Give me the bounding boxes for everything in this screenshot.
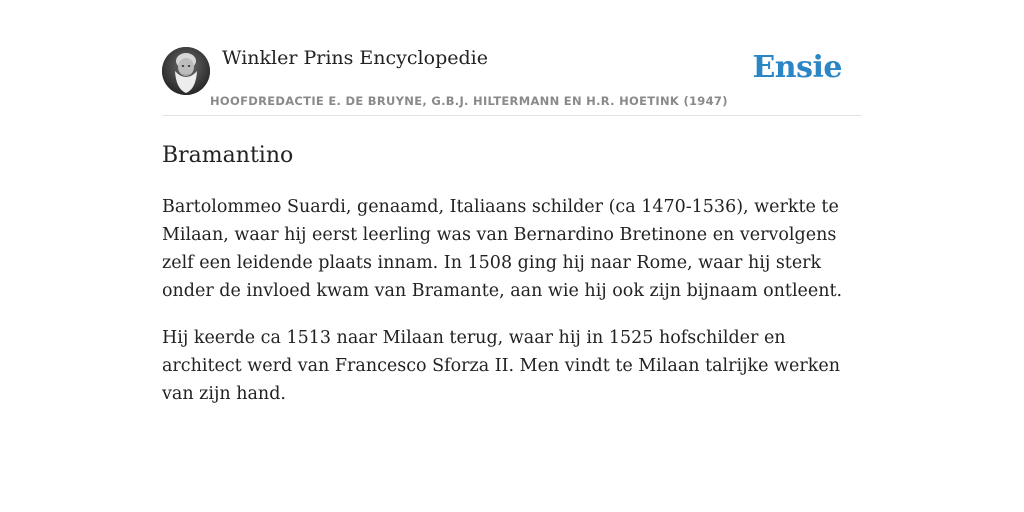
publication-header [162,46,862,116]
ensie-logo-link[interactable]: Ensie [752,50,842,85]
article-paragraph: Bartolommeo Suardi, genaamd, Italiaans schilder (ca 1470-1536), werkte te Milaan, waar hij eerst leerling was van Bernardino Bretinone en vervolgens zelf een leidende plaats innam. In 1508 ging hij naar Rome, waar hij sterk onder de invloed kwam van Bramante, aan wie hij ook zijn bijnaam ontleent. [162,197,843,301]
bearded-man-portrait-icon [162,47,210,95]
article-title: Bramantino [162,143,294,168]
article-paragraph: Hij keerde ca 1513 naar Milaan terug, waar hij in 1525 hofschilder en architect werd van Francesco Sforza II. Men vindt te Milaan talrijke werken van zijn hand. [162,328,840,404]
publication-title[interactable]: Winkler Prins Encyclopedie [222,47,488,69]
editorial-credits: HOOFDREDACTIE E. DE BRUYNE, G.B.J. HILTERMANN EN H.R. HOETINK (1947) [210,94,728,108]
page [162,0,862,408]
editor-avatar[interactable] [162,47,210,95]
